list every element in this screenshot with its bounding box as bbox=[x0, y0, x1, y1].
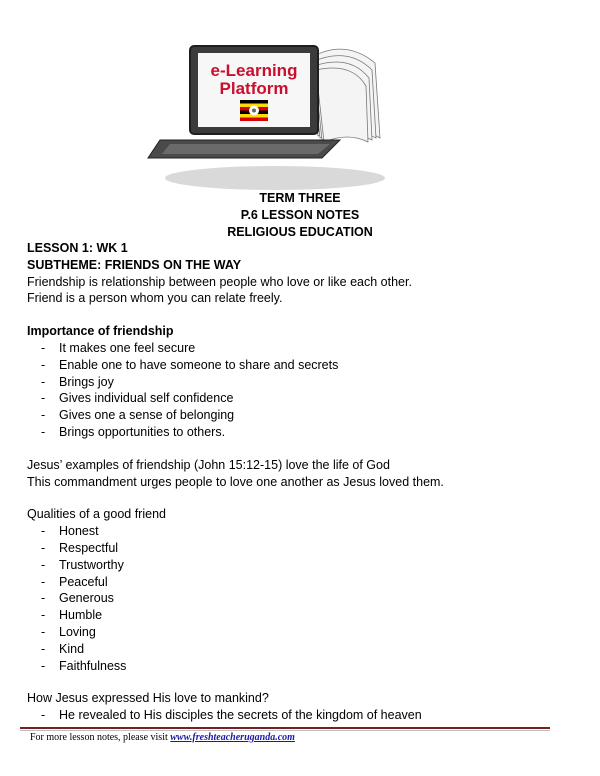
footer bbox=[30, 732, 295, 743]
definition-friendship: Friendship is relationship between people who love or like each other. bbox=[27, 274, 412, 289]
list-item: - Honest bbox=[27, 523, 587, 540]
list-item: - Enable one to have someone to share and secrets bbox=[27, 357, 587, 374]
love-list bbox=[27, 707, 587, 724]
list-item: - Trustworthy bbox=[27, 557, 587, 574]
definition-friend: Friend is a person whom you can relate freely. bbox=[27, 291, 283, 306]
list-item: - Kind bbox=[27, 641, 587, 658]
lesson-content bbox=[27, 240, 587, 724]
subtheme-title: SUBTHEME: FRIENDS ON THE WAY bbox=[27, 257, 242, 272]
list-item: - It makes one feel secure bbox=[27, 340, 587, 357]
elearning-logo-icon bbox=[140, 28, 400, 198]
list-item: - Brings opportunities to others. bbox=[27, 424, 587, 441]
footer-divider-shadow bbox=[20, 730, 550, 731]
class-notes-title: P.6 LESSON NOTES bbox=[240, 208, 360, 222]
list-item: - Generous bbox=[27, 590, 587, 607]
list-item: - Faithfulness bbox=[27, 658, 587, 675]
qualities-heading: Qualities of a good friend bbox=[27, 507, 166, 522]
list-item: - He revealed to His disciples the secrets of the kingdom of heaven bbox=[27, 707, 587, 724]
list-item: - Gives one a sense of belonging bbox=[27, 407, 587, 424]
footer-text: For more lesson notes, please visit bbox=[30, 732, 171, 743]
list-item: - Gives individual self confidence bbox=[27, 390, 587, 407]
lesson-title: LESSON 1: WK 1 bbox=[27, 241, 128, 255]
term-title: TERM THREE bbox=[259, 191, 341, 205]
list-item: - Respectful bbox=[27, 540, 587, 557]
uganda-flag-icon bbox=[240, 100, 268, 121]
footer-divider bbox=[20, 727, 550, 729]
importance-list bbox=[27, 340, 587, 441]
jesus-examples-line1: Jesus’ examples of friendship (John 15:12-15) love the life of God bbox=[27, 457, 390, 472]
document-header bbox=[0, 190, 600, 241]
list-item: - Loving bbox=[27, 624, 587, 641]
subject-title: RELIGIOUS EDUCATION bbox=[227, 225, 373, 239]
list-item: - Peaceful bbox=[27, 574, 587, 591]
list-item: - Brings joy bbox=[27, 374, 587, 391]
jesus-examples-line2: This commandment urges people to love one another as Jesus loved them. bbox=[27, 474, 444, 489]
logo-line2: Platform bbox=[219, 79, 289, 98]
qualities-list bbox=[27, 523, 587, 674]
love-question: How Jesus expressed His love to mankind? bbox=[27, 691, 269, 706]
footer-link[interactable]: www.freshteacheruganda.com bbox=[170, 732, 295, 743]
list-item: - Humble bbox=[27, 607, 587, 624]
logo-line1: e-Learning bbox=[210, 61, 298, 80]
importance-heading: Importance of friendship bbox=[27, 324, 174, 339]
